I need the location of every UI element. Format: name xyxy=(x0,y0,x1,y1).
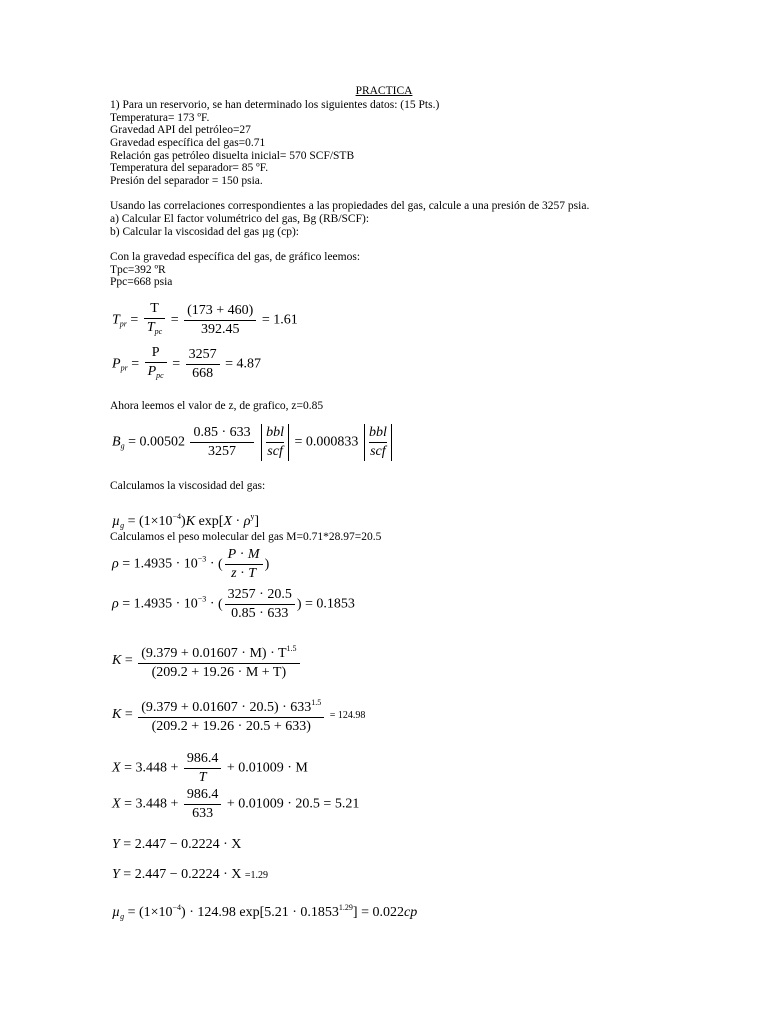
intro-line: Temperatura= 173 ºF. xyxy=(110,112,210,124)
equation-y-value: Y = 2.447 − 0.2224 · X =1.29 xyxy=(112,867,269,882)
graph-read-line: Ppc=668 psia xyxy=(110,276,173,288)
equation-mu-general: $\mu_g = (1\times 10^{-4})K$ $\exp[X \cdot \rho^y]$ xyxy=(112,512,260,530)
intro-line: Presión del separador = 150 psia. xyxy=(110,175,263,187)
equation-rho-general: $\rho = 1.4935 \cdot 10^{-3}$ · ( $\frac{P \cdot M}{z \cdot T}$ ) xyxy=(112,547,270,581)
equation-tpr: $T_{pr}$ = T $T_{pc}$ = $\frac{(173 + 460)}{392.45}$ = 1.61 xyxy=(112,301,298,337)
equation-y-general: Y = 2.447 − 0.2224 · X xyxy=(112,837,242,852)
z-text: Ahora leemos el valor de z, de grafico, z=0.85 xyxy=(110,400,324,412)
page-title: PRACTICA xyxy=(355,85,413,97)
intro-line: Gravedad específica del gas=0.71 xyxy=(110,137,266,149)
intro-line: Temperatura del separador= 85 ºF. xyxy=(110,162,269,174)
task-line: b) Calcular la viscosidad del gas µg (cp): xyxy=(110,226,299,238)
equation-x-value: X = 3.448 + $\frac{986.4}{633}$ + 0.01009 · 20.5 = 5.21 xyxy=(112,787,360,821)
equation-mu-final: $\mu_g = (1\times 10^{-4}) \cdot 124.98$ $\exp[5.21 \cdot 0.1853^{1.29}] = 0.022cp$ xyxy=(112,903,418,921)
intro-line: Gravedad API del petróleo=27 xyxy=(110,124,251,136)
intro-line: 1) Para un reservorio, se han determinado los siguientes datos: (15 Pts.) xyxy=(110,99,440,111)
intro-line: Relación gas petróleo disuelta inicial= 570 SCF/STB xyxy=(110,150,355,162)
equation-k-value: K = $\frac{(9.379 + 0.01607 \cdot 20.5) \cdot 633^{1.5}}{(209.2 + 19.26 \cdot 20.5 + 633)}$ = 124.98 xyxy=(112,694,365,736)
task-line: Usando las correlaciones correspondientes a las propiedades del gas, calcule a una presión de 3257 psia. xyxy=(110,200,590,212)
equation-rho-value: $\rho = 1.4935 \cdot 10^{-3}$ · ( $\frac{3257 \cdot 20.5}{0.85 \cdot 633}$ ) = 0.1853 xyxy=(112,587,355,621)
graph-read-line: Con la gravedad específica del gas, de gráfico leemos: xyxy=(110,251,361,263)
graph-read-line: Tpc=392 ºR xyxy=(110,264,166,276)
equation-k-general: K = $\frac{(9.379 + 0.01607 \cdot M) \cdot T^{1.5}}{(209.2 + 19.26 \cdot M + T)}$ xyxy=(112,640,302,682)
task-line: a) Calcular El factor volumétrico del gas, Bg (RB/SCF): xyxy=(110,213,370,225)
molecular-weight-text: Calculamos el peso molecular del gas M=0.71*28.97=20.5 xyxy=(110,531,382,543)
viscosity-text: Calculamos la viscosidad del gas: xyxy=(110,480,266,492)
equation-ppr: $P_{pr}$ = P $P_{pc}$ = $\frac{3257}{668}$ = 4.87 xyxy=(112,345,262,381)
equation-x-general: X = 3.448 + $\frac{986.4}{T}$ + 0.01009 · M xyxy=(112,751,308,785)
equation-bg: $B_g = 0.00502$ $\frac{0.85 \cdot 633}{3257}$ bbl scf = 0.000833 bbl scf xyxy=(112,424,394,461)
